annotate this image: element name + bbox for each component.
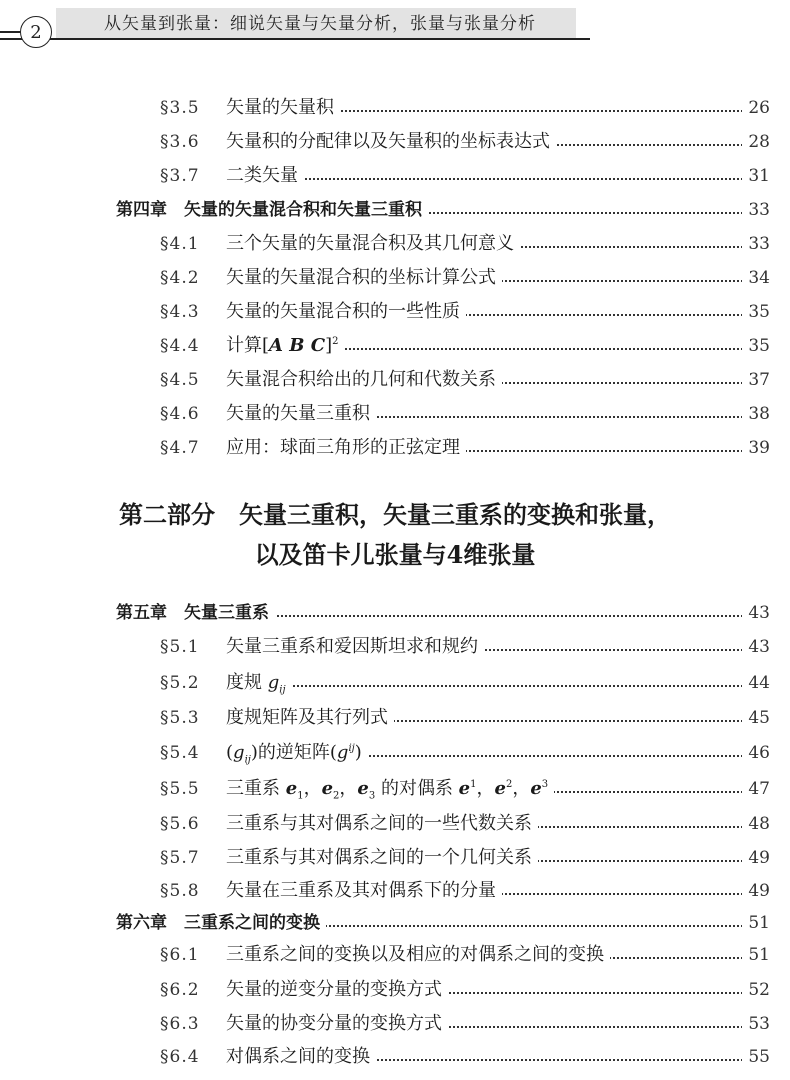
section-number: §4.4 [160,336,200,356]
section-number: §3.6 [160,132,200,152]
part-heading-line: 以及笛卡儿张量与4维张量 [254,540,536,569]
toc-entry[interactable] [0,399,790,429]
toc-entry[interactable] [0,263,790,293]
title-text: 计算[ [226,335,270,356]
section-number: §5.7 [160,848,200,868]
page-ref: 35 [742,297,770,327]
separator: ， [512,778,531,799]
section-number: §4.1 [160,234,200,254]
superscript: 2 [332,336,339,347]
toc-entry[interactable] [0,668,790,698]
part-heading [0,495,790,575]
title-text: ) [354,742,362,763]
page-ref: 39 [742,433,770,463]
section-number: §5.4 [160,743,200,763]
section-title [226,668,292,698]
superscript: 1 [470,779,477,790]
section-title [226,331,344,361]
section-number: §6.3 [160,1014,200,1034]
math-vectors: A B C [269,335,326,356]
section-title: 矢量的矢量三重积 [226,399,376,429]
superscript: 2 [505,779,513,790]
math-symbol: e [458,778,471,799]
section-number: §4.7 [160,438,200,458]
section-title [226,774,554,804]
math-symbol: g [233,742,245,763]
toc-entry[interactable] [0,1042,790,1072]
section-title: 矢量的矢量积 [226,93,340,123]
page-ref: 51 [742,908,770,938]
title-text: )的逆矩阵( [250,742,337,763]
section-title: 三重系之间的变换以及相应的对偶系之间的变换 [226,940,610,970]
section-number: §3.7 [160,166,200,186]
section-number: §5.6 [160,814,200,834]
section-number: §5.8 [160,881,200,901]
math-symbol: e [321,778,334,799]
math-symbol: e [357,778,369,799]
separator: ， [303,778,322,799]
toc-entry[interactable] [0,876,790,906]
page-ref: 31 [742,161,770,191]
page-ref: 45 [742,703,770,733]
chapter-title: 第五章 矢量三重系 [116,598,275,628]
subscript: ij [279,684,286,696]
leader-dots [230,683,746,687]
chapter-title: 第四章 矢量的矢量混合积和矢量三重积 [116,195,428,225]
section-title: 矢量三重系和爱因斯坦求和规约 [226,632,484,662]
math-symbol: e [530,778,542,799]
toc-entry[interactable] [0,229,790,259]
superscript: ij [348,743,355,754]
page-ref: 46 [742,738,770,768]
page-ref: 52 [742,975,770,1005]
title-text: 三重系 [226,778,286,799]
toc-chapter[interactable] [0,195,790,225]
toc-entry[interactable] [0,297,790,327]
section-title: 三重系与其对偶系之间的一个几何关系 [226,843,538,873]
superscript: 3 [541,779,549,790]
page-ref: 26 [742,93,770,123]
page-ref: 35 [742,331,770,361]
subscript: ij [244,754,251,766]
title-text: ] [325,335,333,356]
running-title: 从矢量到张量：细说矢量与矢量分析，张量与张量分析 [104,14,536,34]
toc-entry[interactable] [0,703,790,733]
section-number: §4.5 [160,370,200,390]
page-ref: 44 [742,668,770,698]
page-ref: 34 [742,263,770,293]
page-ref: 48 [742,809,770,839]
math-symbol: g [336,742,349,763]
leader-dots [230,176,746,180]
page-ref: 38 [742,399,770,429]
title-text: ( [226,742,234,763]
toc-entry[interactable] [0,940,790,970]
section-number: §5.5 [160,779,200,799]
page-ref: 53 [742,1009,770,1039]
toc-entry[interactable] [0,809,790,839]
page-ref: 51 [742,940,770,970]
title-text: 度规 [226,672,268,693]
page-ref: 47 [742,774,770,804]
page-ref: 43 [742,598,770,628]
toc-chapter[interactable] [0,908,790,938]
leader-dots [230,613,746,617]
section-title: 三个矢量的矢量混合积及其几何意义 [226,229,520,259]
page-ref: 37 [742,365,770,395]
toc-entry[interactable] [0,774,790,804]
section-title: 矢量积的分配律以及矢量积的坐标表达式 [226,127,556,157]
toc-chapter[interactable] [0,598,790,628]
toc-entry[interactable] [0,843,790,873]
title-text: 的对偶系 [375,778,459,799]
section-number: §4.3 [160,302,200,322]
section-number: §4.2 [160,268,200,288]
toc-entry[interactable] [0,433,790,463]
math-symbol: e [494,778,506,799]
section-number: §5.3 [160,708,200,728]
toc-entry[interactable] [0,127,790,157]
page-ref: 49 [742,876,770,906]
math-symbol: g [267,672,280,693]
section-title: 矢量的逆变分量的变换方式 [226,975,448,1005]
toc-entry[interactable] [0,161,790,191]
section-title: 矢量的矢量混合积的一些性质 [226,297,466,327]
section-number: §3.5 [160,98,200,118]
section-title: 二类矢量 [226,161,304,191]
section-number: §5.2 [160,673,200,693]
subscript: 1 [297,790,304,802]
section-title: 三重系与其对偶系之间的一些代数关系 [226,809,538,839]
page-ref: 33 [742,195,770,225]
toc-entry[interactable] [0,738,790,768]
subscript: 3 [368,790,376,802]
toc-entry[interactable] [0,975,790,1005]
math-symbol: e [285,778,298,799]
section-title: 矢量在三重系及其对偶系下的分量 [226,876,502,906]
section-title: 对偶系之间的变换 [226,1042,376,1072]
section-number: §4.6 [160,404,200,424]
section-title: 应用：球面三角形的正弦定理 [226,433,466,463]
chapter-title: 第六章 三重系之间的变换 [116,908,326,938]
section-number: §6.2 [160,980,200,1000]
page-ref: 49 [742,843,770,873]
separator: ， [476,778,495,799]
toc-entry[interactable] [0,632,790,662]
page-ref: 55 [742,1042,770,1072]
section-number: §6.4 [160,1047,200,1067]
page-ref: 43 [742,632,770,662]
section-title: 度规矩阵及其行列式 [226,703,394,733]
part-heading-line: 第二部分 矢量三重积，矢量三重系的变换和张量， [119,500,671,529]
page-ref: 33 [742,229,770,259]
separator: ， [339,778,358,799]
page-ref: 28 [742,127,770,157]
section-title: 矢量的矢量混合积的坐标计算公式 [226,263,502,293]
toc-entry[interactable] [0,365,790,395]
page-number: 2 [20,16,52,48]
toc-entry[interactable] [0,1009,790,1039]
subscript: 2 [333,790,340,802]
section-title: 矢量混合积给出的几何和代数关系 [226,365,502,395]
toc-entry[interactable] [0,331,790,361]
section-title: 矢量的协变分量的变换方式 [226,1009,448,1039]
section-number: §5.1 [160,637,200,657]
section-number: §6.1 [160,945,200,965]
toc-entry[interactable] [0,93,790,123]
section-title [226,738,368,768]
